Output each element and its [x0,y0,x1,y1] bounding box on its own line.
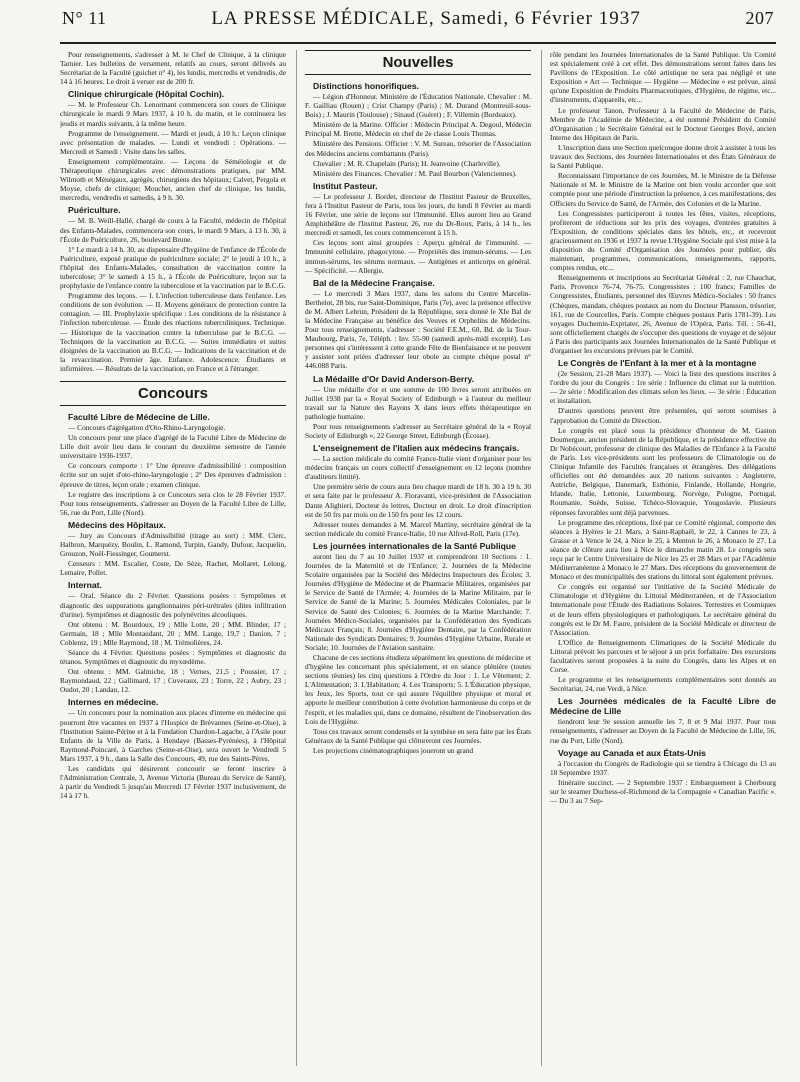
distinctions-paragraph: — Légion d'Honneur. Ministère de l'Éducation Nationale. Chevalier : M. F. Gailliau (Rouen) ; Crist Champy (Paris) ; M. Durand (Montreuil-sous-Bois) ; J. Maurin (Toulouse) ; Sinaud (Guéret) ; F. Villemin (Bordeaux). [305,92,531,120]
issue-number: N° 11 [62,8,107,28]
bal-paragraph: — Le mercredi 3 Mars 1937, dans les salons du Centre Marcelin-Berthelot, 28 bis, rue Saint-Dominique, Paris (7e), avec la présence effective de M. Albert Lebrun, Président de la République, sera donné le XIe Bal de la Médecine Française au bénéfice des Veuves et Orphelins de Médecins. Pour tous renseignements, s'adresser : Société F.E.M., 60, Bd. de la Tour-Maubourg, Paris, 7e, Téléph. : Inv. 55-90 (samedi après-midi excepté). Les personnes qui s'intéressent à cette grande Fête de Bienfaisance et ne peuvent y assister sont priées d'adresser leur obole au compte chèque postal n° 446.088 Paris. [305,288,531,371]
nouvelles-heading: Nouvelles [305,50,531,75]
journees-continued-6: Renseignements et inscriptions au Secrétariat Général : 2, rue Chauchat, Paris. Provence 76-74, 76-75. Congressistes : 100 francs; Familles de Congressistes, Étudiants, personnel des Œuvres Médico-Sociales : 50 francs (Chèques, mandats, chèques postaux au nom du Docteur Plansson, trésorier, 161, rue de Courcelles, Paris. Compte chèques postaux Paris 1781-39). Les voyages Duchemin-Expriater, 26, Avenue de l'Opéra, Paris. Tél. : 56-41, sont officiellement chargés de s'occuper des questions de voyage et de séjour à Paris des participants aux Journées Internationales de la Santé Publique et d'organiser les excursions prévues par le Comité. [550,273,776,355]
pasteur-heading: Institut Pasteur. [313,180,378,191]
enfant-paragraph-3: Le congrès est placé sous la présidence d'honneur de M. Gaston Doumergue, ancien président de la République, et la présidence effective du Dr Nobécourt, professeur de clinique des Maladies de l'Enfance à la Faculté de Paris. Les vice-présidents sont les professeurs de Climatologie ou de Clinique Infantile des Facultés françaises et étrangères. Des délégations officielles ont été demandées aux 20 nations suivantes : Angleterre, Autriche, Belgique, Danemark, Esthonie, Finlande, Hollande, Hongrie, Irlande, Italie, Lettonie, Luxembourg, Norvège, Pologne, Portugal, Roumanie, Suède, Suisse, Tchéco-Slovaquie, Yougoslavie. Plusieurs réponses favorables sont déjà parvenues. [550,425,776,517]
pasteur-paragraph-2: Ces leçons sont ainsi groupées : Aperçu général de l'immunité. — Immunité cellulaire, phagocytose. — Propriétés des immun-sérums. — Les immun-sérums, les sérums normaux. — Antigènes et anticorps en général. — Spécificité. — Allergie. [305,238,531,275]
internat-paragraph-4: Ont obtenu : MM. Galmiche, 18 ; Vernes, 21,5 ; Poussier, 17 ; Raymondaud, 22 ; Gallimard, 17 ; Cuveraux, 23 ; Torre, 22 ; Aubry, 23 ; Oudot, 20 ; Landau, 12. [60,667,286,695]
journees-continued-5: Les Congressistes participeront à toutes les fêtes, visites, réceptions, profiteront de réductions sur les prix des voyages, d'entrées gratuites à l'Exposition, de conditions spéciales dans les hôtels, etc., et recevront gracieusement en 1936 et 1937 la revue L'Hygiène Sociale qui s'est mise à la disposition du Comité d'Organisation des Journées pour publier, dès maintenant, programmes, communications, renseignements, rapports, comptes rendus, etc... [550,208,776,273]
pasteur-paragraph: — Le professeur J. Bordet, directeur de l'Institut Pasteur de Bruxelles, fera à l'Institut Pasteur de Paris, tous les jours, du lundi 8 Février au mardi 16 Février, une série de leçons sur l'Immunité. Elles auront lieu au Grand Amphithéâtre de l'Institut Pasteur, 26, rue du Dr-Roux, Paris, à 14 h., les mercredi et samedi, les cours commenceront à 15 h. [305,191,531,238]
cochin-heading: Clinique chirurgicale (Hôpital Cochin). [68,89,225,100]
cochin-complementaire: Enseignement complémentaire. — Leçons de Séméiologie et de Thérapeutique chirurgicales avec démonstrations pratiques, par MM. Wilmoth et Ménégaux, agrégés, chirurgiens des hôpitaux; Calvet, Pergola et Moyse, chefs de clinique; Mouchet, ancien chef de clinique, les lundis, mercredis, vendredis et samedis, à 9 h. 30. [60,156,286,203]
lille-paragraph-2: Un concours pour une place d'agrégé de la Faculté Libre de Médecine de Lille doit avoir lieu dans le courant du deuxième semestre de l'année universitaire 1936-1937. [60,433,286,461]
internat-paragraph-3: Séance du 4 Février. Questions posées : Symptômes et diagnostic du tétanos. Symptômes et diagnostic du myxœdème. [60,647,286,667]
puericulture-paragraph-2: 1° Le mardi à 14 h. 30, au dispensaire d'hygiène de l'enfance de l'École de Puériculture, exposé pratique de puériculture sociale; 2° le jeudi à 10 h., à l'hôpital des Enfants-Malades, consultation de vaccination contre la tuberculose; 3° le samedi à 15 h., à l'École de Puériculture, leçon sur la prophylaxie de l'enfance contre la tuberculose et la vaccination par le B.C.G. [60,244,286,291]
internes-paragraph: — Un concours pour la nomination aux places d'interne en médecine qui pourront être vacantes en 1937 à l'Hospice de Brévannes (Seine-et-Oise), à l'Institution Sainte-Périne et à la Fondation Chardon-Lagache, à l'Asile pour Enfants de la Ville de Paris, à Hendaye (Basses-Pyrénées), à l'Hôpital Raymond-Poincaré, à Garches (Seine-et-Oise), sera ouvert le Vendredi 5 Mars 1937, à 9 h., dans la Salle des Concours, 49, rue des Saints-Pères. [60,708,286,763]
intro-paragraph: Pour renseignements, s'adresser à M. le Chef de Clinique, à la clinique Tarnier. Les bulletins de versement, relatifs au cours, seront délivrés au Secrétariat de la Faculté (guichet n° 4), les lundis, mercredis et vendredis, de 14 à 16 heures. Le droit à verser est de 200 fr. [60,50,286,87]
column-1 [60,50,286,1066]
enfant-paragraph-2: D'autres questions peuvent être présentées, qui seront soumises à l'approbation du Comité de Direction. [550,406,776,425]
bal-heading: Bal de la Médecine Française. [313,277,435,288]
italien-paragraph-3: Adresser toutes demandes à M. Marcel Martiny, secrétaire général de la section médicale du comité France-Italie, 10 rue Alfred-Roll, Paris (17e). [305,519,531,538]
journal-title: LA PRESSE MÉDICALE, Samedi, 6 Février 1937 [211,8,641,29]
concours-heading: Concours [60,381,286,406]
medaille-paragraph: — Une médaille d'or et une somme de 100 livres seront attribuées en Juillet 1938 par la « Royal Society of Edinburgh » à l'auteur du meilleur travail sur la Nature des Rayons X dans leurs effets thérapeutique en pathologie humaine. [305,384,531,421]
italien-paragraph-2: Une première série de cours aura lieu chaque mardi de 18 h. 30 à 19 h. 30 et sera faite par le professeur A. Fioravanti, vice-président de l'Association Dante Alighieri, Docteur ès lettres, Docteur en droit. Le droit d'inscription est de 50 frs par mois ou de 150 frs pour les 12 cours. [305,482,531,519]
puericulture-programme: Programme des leçons. — I. L'infection tuberculeuse dans l'enfance. Les conditions de son évolution. — II. Moyens généraux de protection contre la contagion. — III. Prophylaxie spécifique : Les conditions de la résistance à l'infection tuberculeuse. — Étude des réactions tuberculiniques. Technique. — Historique de la vaccination contre la tuberculose par le B.C.G. — Techniques de la vaccination au B.C.G. — Suites immédiates et suites éloignées de la vaccination au B.C.G. — Indications de la vaccination et de la revaccination. Premier âge. Enfance. Adolescence. Étudiants et infirmières. — Résultats de la vaccination, en France et à l'étranger. [60,291,286,373]
distinctions-paragraph-4: Chevalier : M. R. Chapelain (Paris); H. Jeanvoine (Charleville). [313,158,501,168]
journees-paragraph-4: Les projections cinématographiques joueront un grand [313,745,474,755]
enfant-paragraph-7: Le programme et les renseignements complémentaires sont donnés au Secrétariat, 24, rue Verdi, à Nice. [550,675,776,694]
journees-paragraph-3: Tous ces travaux seront condensés et la synthèse en sera faite par les États Généraux de la Santé Publique qui clôtureront ces Journées. [305,726,531,745]
italien-paragraph: — La section médicale du comité France-Italie vient d'organiser pour les médecins français un cours collectif d'enseignement en 12 leçons (nombre d'auditeurs limité). [305,454,531,482]
journees-continued-4: Reconnaissant l'importance de ces Journées, M. le Ministre de la Défense Nationale et M. le Ministre de la Marine ont bien voulu accorder que soit comptée pour une période d'instruction la présence, à ces manifestations, des Officiers du Service de Santé, de l'Armée, des Colonies et de la Marine. [550,171,776,208]
voyage-paragraph-2: Itinéraire succinct. — 2 Septembre 1937 : Embarquement à Cherbourg sur le steamer Duchess-of-Richmond de la Compagnie « Canadian Pacific ». — Du 3 au 7 Sep- [550,777,776,806]
lille-journees-paragraph: tiendront leur 9e session annuelle les 7, 8 et 9 Mai 1937. Pour tous renseignements, s'adresser au Doyen de la Faculté de Médecine de Lille, 56, rue du Port, Lille (Nord). [550,717,776,745]
voyage-paragraph: à l'occasion du Congrès de Radiologie qui se tiendra à Chicago du 13 au 18 Septembre 1937. [550,758,776,777]
lille-journees-heading: Les Journées médicales de la Faculté Libre de Médecine de Lille [550,696,776,717]
voyage-heading: Voyage au Canada et aux États-Unis [558,747,706,758]
distinctions-paragraph-5: Ministère des Finances. Chevalier : M. Paul Bourbon (Valenciennes). [313,168,517,178]
medecins-paragraph: — Jury au Concours d'Admissibilité (tirage au sort) : MM. Clerc, Halbron, Marquézy, Boulin, L. Ramond, Turpin, Gandy, Dufour, Jacquelin, Grouzon, Noël-Fiessinger, Goumerst. [60,530,286,559]
columns [60,50,776,1066]
medaille-paragraph-2: Pour tous renseignements s'adresser au Secrétaire général de la « Royal Society of Edinburgh », 22 George Street, Edinburgh (Écosse). [305,421,531,440]
distinctions-heading: Distinctions honorifiques. [313,81,419,91]
column-3 [541,50,776,1066]
journees-paragraph-2: Chacune de ces sections étudiera séparément les questions de médecine et d'hygiène les concernant plus spécialement, et en séance plénière (toutes sections réunies) les cinq questions à l'Ordre du Jour : 1. Le Vêtement; 2. L'Alimentation; 3. L'Habitation; 4. Les Transports; 5. L'Éducation physique, les Jeux, les Sports, tout ce qui assure l'équilibre physique et moral et apporte le meilleur contribution à cette évolution harmonieuse du corps et de l'esprit, et les maladies qui, dans ce domaine, résultent de l'inobservation des Lois de l'Hygiène. [305,652,531,726]
enfant-paragraph: (2e Session, 21-28 Mars 1937). — Voici la liste des questions inscrites à l'ordre du jour du Congrès : 1re série : Influence du climat sur la nutrition. — 2e série : Modification des climats selon les lieux. — 3e série : Éducation et installation. [550,369,776,406]
enfant-paragraph-4: Le programme des réceptions, fixé par ce Comité régional, comporte des séances à Hyères le 21 Mars, à Saint-Raphaël, le 22, à Cannes le 23, à Grasse et à Vence le 24, à Nice le 25, à Menton le 26, à Monaco le 27. La séance de clôture aura lieu à Nice le dimanche matin 28. Le congrès sera reçu par le Centre Universitaire de Nice les 25 et 28 Mars et par l'Académie Méditerranéenne à Monaco le 27 Mars. Des réceptions du gouvernement de Monaco et des municipalités des stations du littoral sont également prévues. [550,517,776,582]
column-2 [296,50,531,1066]
journees-heading: Les journées internationales de la Santé Publique [313,540,516,551]
enfant-paragraph-6: L'Office de Renseignements Climatiques de la Société Médicale du Littoral prévoit les parcours et le séjour à un prix forfaitaire. Des excursions facultatives seront proposées à la suite du Congrès, dans les Alpes et en Corse. [550,637,776,675]
italien-heading: L'enseignement de l'italien aux médecins français. [313,443,520,454]
journees-paragraph: auront lieu du 7 au 10 Juillet 1937 et comprendront 10 Sections : 1. Journées de la Maternité et de l'Enfance; 2. Journées de la Médecine Scolaire organisées par la Société des Médecins Inspecteurs des Écoles; 3. Journées d'Hygiène de Médecine et de Pharmacie Militaires, organisées par le Service de Santé de l'Armée; 4. Journées de la Marine Militaire, par le Service de Santé de la Marine; 5. Journées Médicales Coloniales, par le Service de Santé des Colonies; 6. Journées de la Marine Marchande; 7. Journées Médico-Sociales, organisées par la Confédération des Syndicats Médicaux Français; 8. Journées d'Hygiène Dentaire, par la Confédération Nationale des Syndicats Dentaires; 9. Journées d'Hygiène Urbaine, Rurale et Sociale; 10. Journées de l'Aviation sanitaire. [305,551,531,652]
lille-heading: Faculté Libre de Médecine de Lille. [68,412,210,422]
journees-continued-3: L'inscription dans une Section quelconque donne droit à assister à tous les travaux des Sections, des Journées Internationales et des États Généraux de la Santé Publique. [550,142,776,171]
lille-paragraph-4: Le registre des inscriptions à ce Concours sera clos le 28 Février 1937. Pour tous renseignements, s'adresser au Doyen de la Faculté Libre de Lille, 56, rue du Port, Lille (Nord). [60,489,286,517]
distinctions-paragraph-3: Ministère des Pensions. Officier : V. M. Sureau, trésorier de l'Association des Médecins anciens combattants (Paris). [305,139,531,158]
internat-paragraph: — Oral. Séance du 2 Février. Questions posées : Symptômes et diagnostic des suppurations ganglionnaires péri-urétrales (dites infiltration d'urine). Symptômes et diagnostic des polynévrites alcooliques. [60,591,286,619]
enfant-paragraph-5: Ce congrès est organisé sur l'initiative de la Société Médicale de Climatologie et d'Hygiène du Littoral Méditerranéen, et de l'Association Internationale pour l'Étude des Radiations Solaires. Terrestres et Cosmiques et de leurs effets physiologiques et pathologiques. Le secrétaire général du congrès est le Dr M. Faure, président de la Société Médicale et directeur de l'Association. [550,582,776,637]
internes-paragraph-2: Les candidats qui désireront concourir se feront inscrire à l'Administration Centrale, 3, Avenue Victoria (Bureau du Service de Santé), à partir du Vendredi 5 jusqu'au Mercredi 17 Février 1937 inclusivement, de 14 à 17 h. [60,764,286,801]
internes-heading: Internes en médecine. [68,697,159,708]
journees-continued: rôle pendant les Journées Internationales de la Santé Publique. Un Comité est spécialement créé à cet effet. Des démonstrations seront faites dans les Pavillons de l'Exposition. Le côté artistique ne sera pas négligé et une Exposition « Art — Technique — Hygiène — Médecine » est prévue, ainsi qu'une Exposition de Produits Pharmaceutiques, d'Hygiène, de régime, etc... d'instruments, d'appareils, etc... [550,50,776,105]
journees-continued-2: Le professeur Tanon, Professeur à la Faculté de Médecine de Paris, Membre de l'Académie de Médecine, a été nommé Président du Comité d'Organisation ; le Secrétaire Général est le Docteur Georges Boyé, ancien Interne des Hôpitaux de Paris. [550,105,776,142]
enfant-heading: Le Congrès de l'Enfant à la mer et à la montagne [558,358,757,369]
distinctions-paragraph-2: Ministère de la Marine. Officier : Médecin Principal A. Degoul, Médecin Principal M. Brette, Médecin en chef de 2e classe Louis Thomas. [305,120,531,139]
cochin-paragraph: — M. le Professeur Ch. Lenormant commencera son cours de Clinique chirurgicale le mardi 9 Mars 1937, à 10 h. du matin, et le continuera les jeudis et mardis suivants, à la même heure. [60,100,286,128]
header-rule [60,42,776,44]
puericulture-heading: Puériculture. [68,205,121,216]
internat-heading: Internat. [68,580,102,591]
puericulture-paragraph: — M. B. Weill-Hallé, chargé de cours à la Faculté, médecin de l'hôpital des Enfants-Malades, commencera son cours, le mardi 9 Mars, à 13 h. 30, à l'École de Puériculture, 26, boulevard Brune. [60,216,286,244]
page-header [62,8,774,42]
medecins-paragraph-2: Censeurs : MM. Escalier, Coste, De Sèze, Rachet, Mollaret, Lelong, Lemaire, Pollet. [60,559,286,578]
medecins-heading: Médecins des Hôpitaux. [68,519,166,530]
internat-paragraph-2: Ont obtenu : M. Bourdoux, 19 ; Mlle Lotte, 20 ; MM. Blinder, 17 ; Germain, 18 ; Mlle Montaudant, 20 ; MM. Lange, 19,7 ; Danion, 7 ; Coblentz, 19 ; Mlle Raymond, 18 ; M. Trémolières, 24. [60,619,286,647]
page-number: 207 [745,8,774,28]
lille-paragraph-3: Ce concours comporte : 1° Une épreuve d'admissibilité : composition écrite sur un sujet d'oto-rhino-laryngologie ; 2° Des épreuves d'admission : épreuve de titres, leçon orale ; examen clinique. [60,461,286,489]
lille-paragraph: — Concours d'agrégation d'Oto-Rhino-Laryngologie. [68,423,226,432]
cochin-programme: Programme de l'enseignement. — Mardi et jeudi, à 10 h.: Leçon clinique avec présentation de malades. — Lundi et vendredi : Opérations. — Mercredi et Samedi : Visite dans les salles. [60,128,286,156]
medaille-heading: La Médaille d'Or David Anderson-Berry. [313,373,475,384]
